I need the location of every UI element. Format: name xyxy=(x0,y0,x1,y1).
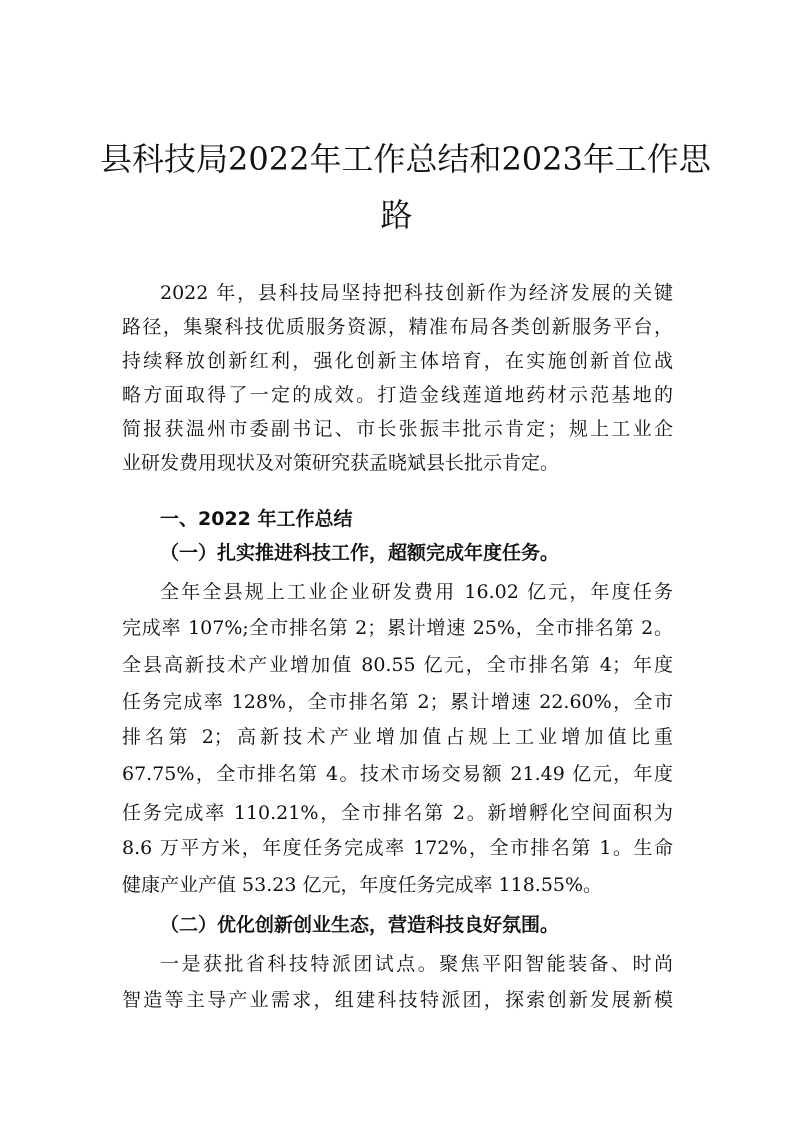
text-line: 路径，集聚科技优质服务资源，精准布局各类创新服务平台， xyxy=(122,316,673,338)
text-line: 全年全县规上工业企业研发费用 16.02 亿元，年度任务 xyxy=(160,581,673,603)
text-line: 全县高新技术产业增加值 80.55 亿元，全市排名第 4；年度 xyxy=(122,654,673,676)
text-line: 简报获温州市委副书记、市长张振丰批示肯定；规上工业企 xyxy=(122,418,673,440)
section-heading: 一、2022 年工作总结 xyxy=(160,508,353,530)
text-line: 任务完成率 110.21%，全市排名第 2。新增孵化空间面积为 xyxy=(122,802,673,824)
text-line: 排名第 2；高新技术产业增加值占规上工业增加值比重 xyxy=(122,726,673,748)
text-line: 一是获批省科技特派团试点。聚焦平阳智能装备、时尚 xyxy=(160,953,673,975)
text-line: 健康产业产值 53.23 亿元，年度任务完成率 118.55%。 xyxy=(122,874,603,896)
text-line: 略方面取得了一定的成效。打造金线莲道地药材示范基地的 xyxy=(122,384,673,406)
text-line: 持续释放创新红利，强化创新主体培育，在实施创新首位战 xyxy=(122,350,673,372)
subsection-heading: （一）扎实推进科技工作，超额完成年度任务。 xyxy=(160,542,560,564)
text-line: 业研发费用现状及对策研究获孟晓斌县长批示肯定。 xyxy=(122,452,560,474)
text-line: 8.6 万平方米，年度任务完成率 172%，全市排名第 1。生命 xyxy=(122,837,673,859)
text-line: 2022 年，县科技局坚持把科技创新作为经济发展的关键 xyxy=(160,282,673,304)
subsection-heading: （二）优化创新创业生态，营造科技良好氛围。 xyxy=(160,914,560,936)
text-line: 智造等主导产业需求，组建科技特派团，探索创新发展新模 xyxy=(122,989,673,1011)
document-title-line-1: 县科技局2022年工作总结和2023年工作思 xyxy=(100,140,711,178)
text-line: 任务完成率 128%，全市排名第 2；累计增速 22.60%，全市 xyxy=(122,691,673,713)
text-line: 67.75%，全市排名第 4。技术市场交易额 21.49 亿元，年度 xyxy=(122,763,673,785)
text-line: 完成率 107%;全市排名第 2；累计增速 25%，全市排名第 2。 xyxy=(122,617,673,639)
document-title-line-2: 路 xyxy=(380,196,413,234)
